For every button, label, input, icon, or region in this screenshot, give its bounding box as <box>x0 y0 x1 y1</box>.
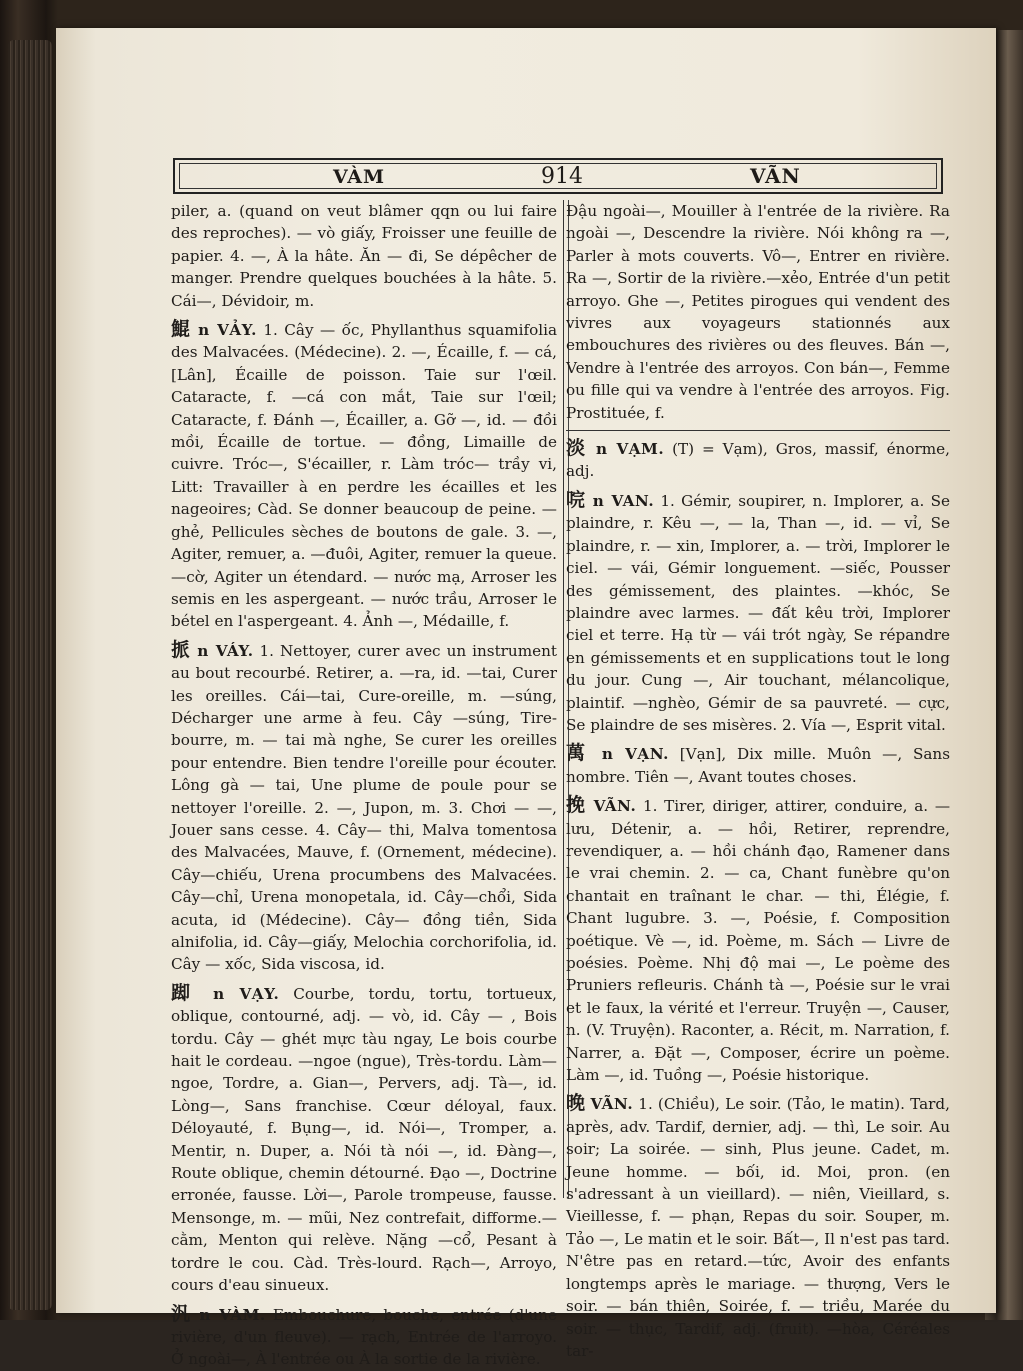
chinese-character: 汎 <box>171 1302 193 1325</box>
entry-headword: VÃN. <box>593 797 637 816</box>
entry-vay-crooked <box>171 982 557 1297</box>
chinese-character: 挽 <box>566 794 587 817</box>
entry-headword: n VÀM. <box>199 1305 266 1324</box>
entry-vay-scale <box>171 318 557 633</box>
running-header <box>173 158 943 194</box>
chinese-character: 萬 <box>566 742 591 765</box>
entry-headword: n VAN. <box>592 491 655 510</box>
chinese-character: 唍 <box>566 488 587 511</box>
entry-vay-clean <box>171 639 557 976</box>
entry-headword: n VẢY. <box>198 321 257 340</box>
header-right-word: VÃN <box>750 164 801 188</box>
entry-headword: VÃN. <box>590 1095 634 1114</box>
header-left-word: VÀM <box>333 166 386 188</box>
chinese-character: 淡 <box>566 437 589 460</box>
entry-text: piler, a. (quand on veut blâmer qqn ou lui faire des reproches). — vò giấy, Froisser une feuille de papier. 4. —, À la hâte. Ăn — đi, Se dépêcher de manger. Prendre quelques bouchées à la hâte. 5. Cái—, Dévidoir, m. <box>171 202 557 310</box>
chinese-character: 挀 <box>171 638 192 661</box>
entry-headword: n VẠM. <box>596 440 665 459</box>
right-column <box>566 200 951 1360</box>
entry-text: (T) = Vạm), Gros, massif, énorme, adj. <box>566 440 950 481</box>
entry-separator <box>566 430 950 431</box>
book-spine <box>8 40 52 1310</box>
entry-vam-mouth <box>171 1303 557 1371</box>
entry-van-tenthousand <box>566 742 950 788</box>
entry-text: 1. Cây — ốc, Phyllanthus squamifolia des Malvacées. (Médecine). 2. —, Écaille, f. — cá, [Lân], Écaille de poisson. Taie sur l'œil. Cataracte, f. —cá con mắt, Taie sur l'œil; Cataracte, f. Đánh —, Écailler, a. Gỡ —, id. — đồi mồi, Écaille de tortue. — đồng, Limaille de cuivre. Tróc—, S'écailler, r. Làm tróc— trầy vi, Litt: Travailler à en perdre les écailles et les nageoires; Càd. Se donner beaucoup de peine. — ghẻ, Pellicules sèches de boutons de gale. 3. —, Agiter, remuer, a. —đuôi, Agiter, remuer la queue.—cờ, Agiter un étendard. — nước mạ, Arroser les semis en les aspergeant. — nước trầu, Arroser le bétel en l'aspergeant. 4. Ảnh —, Médaille, f. <box>171 321 557 631</box>
entry-text: 1. Gémir, soupirer, n. Implorer, a. Se plaindre, r. Kêu —, — la, Than —, id. — vỉ, Se plaindre, r. — xin, Implorer, a. — trời, Implorer le ciel. — vái, Gémir longuement. —siếc, Pousser des gémissement, des plaintes. —khóc, Se plaindre avec larmes. — đất kêu trời, Implorer ciel et terre. Hạ từ — vái trót ngày, Se répandre en gémissements et en supplications tout le long du jour. Cung —, Air touchant, mélancolique, plaintif. —nghèo, Gémir de sa pauvreté. — cực, Se plaindre de ses misères. 2. Vía —, Esprit vital. <box>566 491 950 734</box>
chinese-character: 晚 <box>566 1092 586 1115</box>
entry-text: 1. Tirer, diriger, attirer, conduire, a. — lưu, Détenir, a. — hồi, Retirer, reprendre, revendiquer, a. — hồi chánh đạo, Ramener dans le vrai chemin. 2. — ca, Chant funèbre qu'on chantait en traînant le char. — thi, Élégie, f. Chant lugubre. 3. —, Poésie, f. Composition poétique. Vè —, id. Poème, m. Sách — Livre de poésies. Poème. Nhị độ mai —, Le poème des Pruniers refleuris. Chánh tà —, Poésie sur le vrai et le faux, la vérité et l'erreur. Truyện —, Causer, n. (V. Truyện). Raconter, a. Récit, m. Narration, f. Narrer, a. Đặt —, Composer, écrire un poème. Làm —, id. Tuồng —, Poésie historique. <box>566 797 951 1085</box>
entry-van-moan <box>566 489 950 736</box>
entry-text: Đậu ngoài—, Mouiller à l'entrée de la rivière. Ra ngoài —, Descendre la rivière. Nói không ra —, Parler à mots couverts. Vô—, Entrer en rivière. Ra —, Sortir de la rivière.—xẻo, Entrée d'un petit arroyo. Ghe —, Petites pirogues qui vendent des vivres aux voyageurs stationnés aux embouchures des rivières ou des fleuves. Bán —, Vendre à l'entrée des arroyos. Con bán—, Femme ou fille qui va vendre à l'entrée des arroyos. Fig. Prostituée, f. <box>566 202 950 422</box>
entry-text: 1. (Chiều), Le soir. (Tảo, le matin). Tard, après, adv. Tardif, dernier, adj. — thì, Le soir. Au soir; La soirée. — sinh, Plus jeune. Cadet, m. Jeune homme. — bối, id. Moi, pron. (en s'adressant à un vieillard). — niên, Vieillard, s. Vieillesse, f. — phạn, Repas du soir. Souper, m. Tảo —, Le matin et le soir. Bất—, Il n'est pas tard. N'être pas en retard.—tức, Avoir des enfants longtemps après le mariage. — thượng, Vers le soir. — bán thiên, Soirée, f. — triều, Marée du soir. — thục, Tardif, adj. (fruit). —hòa, Céréales tar- <box>566 1095 950 1360</box>
entry-continuation <box>171 200 557 312</box>
entry-continuation <box>566 200 950 424</box>
entry-headword: n VÁY. <box>197 641 254 660</box>
entry-van-pull <box>566 794 950 1086</box>
chinese-character: 踋 <box>171 981 200 1004</box>
column-divider <box>563 200 564 1198</box>
entry-vam-massive <box>566 437 950 483</box>
page-number: 914 <box>541 164 583 189</box>
entry-text: [Vạn], Dix mille. Muôn —, Sans nombre. Tiên —, Avant toutes choses. <box>566 745 950 786</box>
chinese-character: 鯤 <box>171 318 192 341</box>
entry-text: Embouchure, bouche, entrée (d'une rivière, d'un fleuve). — rạch, Entrée de l'arroyo. Ở ngoài—, À l'entrée ou À la sortie de la rivière. <box>171 1305 557 1369</box>
entry-headword: n VẠY. <box>213 984 280 1003</box>
entry-text: Courbe, tordu, tortu, tortueux, oblique, contourné, adj. — vò, id. Cây — , Bois tordu. Cây — ghét mực tàu ngay, Le bois courbe hait le cordeau. —ngoe (ngue), Très-tordu. Làm—ngoe, Tordre, a. Gian—, Pervers, adj. Tà—, id. Lòng—, Sans franchise. Cœur déloyal, faux. Déloyauté, f. Bụng—, id. Nói—, Tromper, a. Mentir, n. Duper, a. Nói tà nói —, id. Đàng—, Route oblique, chemin détourné. Đạo —, Doctrine erronée, fausse. Lời—, Parole trompeuse, fausse. Mensonge, m. — mũi, Nez contrefait, difforme.—cằm, Menton qui relève. Nặng —cổ, Pesant à tordre le cou. Càd. Très-lourd. Rạch—, Arroyo, cours d'eau sinueux. <box>171 984 557 1295</box>
left-column <box>171 200 557 1369</box>
entry-van-evening <box>566 1092 950 1362</box>
entry-text: 1. Nettoyer, curer avec un instrument au bout recourbé. Retirer, a. —ra, id. —tai, Curer les oreilles. Cái—tai, Cure-oreille, m. —súng, Décharger une arme à feu. Cây —súng, Tire-bourre, m. — tai mà nghe, Se curer les oreilles pour entendre. Bien tendre l'oreille pour écouter. Lông gà — tai, Une plume de poule pour se nettoyer l'oreille. 2. —, Jupon, m. 3. Chơi — —, Jouer sans cesse. 4. Cây— thi, Malva tomentosa des Malvacées, Mauve, f. (Ornement, médecine). Cây—chiếu, Urena procumbens des Malvacées. Cây—chỉ, Urena monopetala, id. Cây—chổi, Sida acuta, id (Médecine). Cây— đồng tiền, Sida alnifolia, id. Cây—giấy, Melochia corchorifolia, id. Cây — xốc, Sida viscosa, id. <box>171 641 557 974</box>
entry-headword: n VẠN. <box>601 745 669 764</box>
